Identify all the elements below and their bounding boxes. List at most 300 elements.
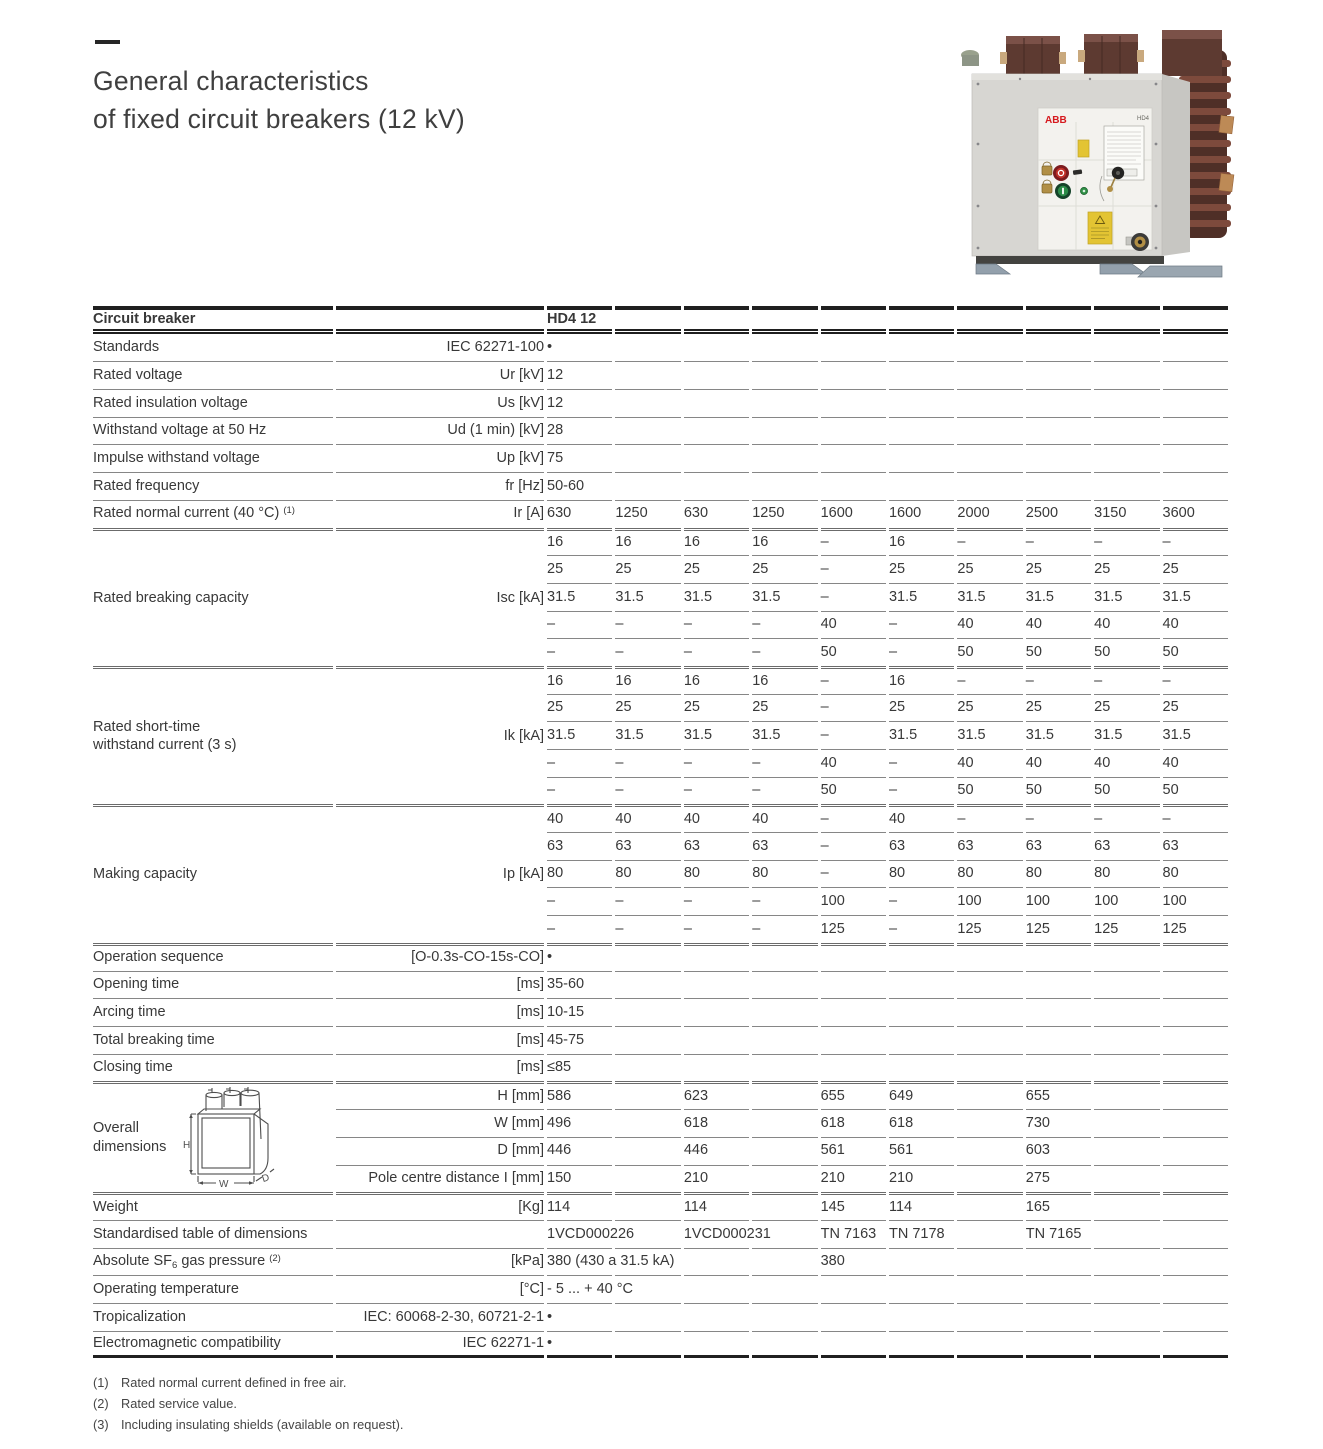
value-cell: 31.5 xyxy=(615,583,680,611)
value-cell: 618 xyxy=(889,1109,954,1137)
value-cell xyxy=(752,417,817,445)
table-header-cell xyxy=(684,306,749,334)
value-cell xyxy=(957,1303,1022,1331)
circuit-breaker-photo xyxy=(950,26,1235,278)
value-cell xyxy=(889,389,954,417)
value-cell: 16 xyxy=(684,666,749,694)
row-label: Operation sequence xyxy=(93,943,333,971)
group-label: Rated short-time withstand current (3 s) xyxy=(93,666,333,804)
row-unit: Pole centre distance I [mm] xyxy=(336,1165,544,1193)
value-cell: 114 xyxy=(889,1192,954,1220)
value-cell xyxy=(752,1303,817,1331)
value-cell xyxy=(889,1248,954,1276)
value-cell: 16 xyxy=(889,666,954,694)
value-cell: 3150 xyxy=(1094,500,1159,528)
value-cell xyxy=(821,998,886,1026)
value-cell xyxy=(1026,1331,1091,1359)
value-cell: 31.5 xyxy=(547,583,612,611)
row-label: Standardised table of dimensions xyxy=(93,1220,333,1248)
value-cell xyxy=(615,417,680,445)
value-cell: 40 xyxy=(1026,749,1091,777)
table-row xyxy=(93,1220,1228,1248)
overall-dimensions-cell xyxy=(93,1084,333,1192)
value-cell: 1VCD000226 xyxy=(547,1220,612,1248)
row-unit: fr [Hz] xyxy=(336,472,544,500)
row-label: Electromagnetic compatibility xyxy=(93,1331,333,1359)
value-cell: 25 xyxy=(615,694,680,722)
value-cell: 50 xyxy=(1163,638,1228,666)
value-cell: 100 xyxy=(1026,887,1091,915)
value-cell: 31.5 xyxy=(684,583,749,611)
value-cell xyxy=(1163,444,1228,472)
row-label: Operating temperature xyxy=(93,1275,333,1303)
value-cell: 125 xyxy=(957,915,1022,943)
value-cell: 16 xyxy=(547,666,612,694)
value-cell: • xyxy=(547,1331,612,1359)
value-cell xyxy=(889,444,954,472)
value-cell: 125 xyxy=(1026,915,1091,943)
value-cell: 63 xyxy=(752,832,817,860)
table-row xyxy=(93,528,1228,556)
value-cell xyxy=(1026,1054,1091,1082)
value-cell xyxy=(1094,1220,1159,1248)
value-cell xyxy=(957,334,1022,362)
value-cell: – xyxy=(752,611,817,639)
footnote-number: (3) xyxy=(93,1417,109,1432)
table-header-cell xyxy=(1094,306,1159,334)
value-cell xyxy=(957,389,1022,417)
row-unit: IEC 62271-100 xyxy=(446,338,545,355)
row-unit: Ud (1 min) [kV] xyxy=(336,417,544,445)
value-cell xyxy=(889,334,954,362)
table-row xyxy=(93,417,1228,445)
row-label: Tropicalization xyxy=(93,1303,333,1331)
value-cell xyxy=(684,1248,749,1276)
table-header-cell xyxy=(615,306,680,334)
value-cell: 50 xyxy=(1094,638,1159,666)
value-cell: 40 xyxy=(1163,749,1228,777)
value-cell xyxy=(1094,334,1159,362)
group-label: Rated breaking capacity xyxy=(93,528,333,666)
value-cell: 16 xyxy=(752,528,817,556)
value-cell: 63 xyxy=(547,832,612,860)
general-characteristics-table xyxy=(90,306,1231,1358)
row-label: Closing time xyxy=(93,1054,333,1082)
table-header-product: HD4 12 xyxy=(547,306,612,334)
row-label: Impulse withstand voltage xyxy=(93,444,333,472)
value-cell xyxy=(1026,1275,1091,1303)
value-cell xyxy=(1026,943,1091,971)
value-cell xyxy=(1163,1275,1228,1303)
value-cell: 25 xyxy=(684,555,749,583)
value-cell: 16 xyxy=(615,666,680,694)
value-cell: – xyxy=(889,915,954,943)
row-unit xyxy=(336,1220,544,1248)
value-cell: – xyxy=(821,694,886,722)
value-cell: – xyxy=(1163,528,1228,556)
value-cell xyxy=(615,1109,680,1137)
value-cell xyxy=(615,444,680,472)
value-cell xyxy=(889,1026,954,1054)
footnote xyxy=(93,1414,403,1435)
value-cell: – xyxy=(821,832,886,860)
value-cell: 380 (430 a 31.5 kA) xyxy=(547,1248,612,1276)
value-cell xyxy=(1094,998,1159,1026)
value-cell xyxy=(821,943,886,971)
value-cell: • xyxy=(547,943,612,971)
value-cell xyxy=(1094,1331,1159,1359)
value-cell: 50 xyxy=(957,777,1022,805)
table-row xyxy=(93,334,1228,362)
value-cell: 730 xyxy=(1026,1109,1091,1137)
row-unit: [°C] xyxy=(336,1275,544,1303)
value-cell: 655 xyxy=(1026,1081,1091,1109)
footnote-text: Rated normal current defined in free air. xyxy=(121,1375,347,1390)
close-button xyxy=(1055,183,1071,199)
value-cell xyxy=(821,472,886,500)
value-cell xyxy=(957,1275,1022,1303)
value-cell: - 5 ... + 40 °C xyxy=(547,1275,612,1303)
value-cell xyxy=(615,998,680,1026)
product-photo xyxy=(950,26,1235,278)
value-cell: – xyxy=(684,638,749,666)
value-cell: 114 xyxy=(547,1192,612,1220)
table-row xyxy=(93,666,1228,694)
table-row xyxy=(93,1331,1228,1359)
row-label: Total breaking time xyxy=(93,1026,333,1054)
value-cell xyxy=(957,1220,1022,1248)
value-cell xyxy=(752,472,817,500)
open-button xyxy=(1053,165,1069,181)
value-cell: – xyxy=(547,749,612,777)
value-cell: 25 xyxy=(1163,694,1228,722)
group-unit: Ip [kA] xyxy=(336,804,544,942)
value-cell: 25 xyxy=(1026,555,1091,583)
value-cell xyxy=(684,1303,749,1331)
value-cell xyxy=(1094,1137,1159,1165)
value-cell xyxy=(889,1331,954,1359)
value-cell: – xyxy=(615,887,680,915)
value-cell xyxy=(1094,361,1159,389)
value-cell: 31.5 xyxy=(1163,721,1228,749)
value-cell: 40 xyxy=(1026,611,1091,639)
value-cell xyxy=(1163,334,1228,362)
value-cell: – xyxy=(547,887,612,915)
table-row xyxy=(93,1081,1228,1109)
footnote-number: (1) xyxy=(93,1375,109,1390)
table-row xyxy=(93,804,1228,832)
value-cell xyxy=(752,1109,817,1137)
value-cell xyxy=(1094,1275,1159,1303)
value-cell xyxy=(1163,472,1228,500)
value-cell: 16 xyxy=(684,528,749,556)
value-cell xyxy=(615,472,680,500)
value-cell xyxy=(1163,998,1228,1026)
value-cell: 125 xyxy=(821,915,886,943)
row-unit: [ms] xyxy=(336,971,544,999)
value-cell: 16 xyxy=(615,528,680,556)
value-cell xyxy=(752,943,817,971)
value-cell: 25 xyxy=(547,694,612,722)
row-label: Withstand voltage at 50 Hz xyxy=(93,417,333,445)
value-cell: 100 xyxy=(1094,887,1159,915)
value-cell: – xyxy=(615,638,680,666)
value-cell: 25 xyxy=(957,555,1022,583)
value-cell xyxy=(684,1054,749,1082)
value-cell xyxy=(1163,1248,1228,1276)
row-unit: [ms] xyxy=(336,1054,544,1082)
row-label: Rated voltage xyxy=(93,361,333,389)
value-cell: 40 xyxy=(821,611,886,639)
value-cell: – xyxy=(547,777,612,805)
value-cell xyxy=(1094,1026,1159,1054)
footnote-number: (2) xyxy=(93,1396,109,1411)
value-cell: 40 xyxy=(821,749,886,777)
value-cell xyxy=(1094,1248,1159,1276)
row-unit: W [mm] xyxy=(336,1109,544,1137)
value-cell: 623 xyxy=(684,1081,749,1109)
row-label: Rated insulation voltage xyxy=(93,389,333,417)
value-cell xyxy=(752,361,817,389)
value-cell: 63 xyxy=(889,832,954,860)
table-row xyxy=(93,472,1228,500)
table-header-label: Circuit breaker xyxy=(93,306,333,334)
row-unit: D [mm] xyxy=(336,1137,544,1165)
value-cell: • xyxy=(547,1303,612,1331)
value-cell xyxy=(1026,998,1091,1026)
value-cell: 1600 xyxy=(889,500,954,528)
value-cell: 618 xyxy=(821,1109,886,1137)
value-cell xyxy=(752,1248,817,1276)
value-cell: 2000 xyxy=(957,500,1022,528)
value-cell xyxy=(957,971,1022,999)
value-cell xyxy=(957,1109,1022,1137)
value-cell: 40 xyxy=(752,804,817,832)
value-cell xyxy=(684,998,749,1026)
value-cell: 210 xyxy=(889,1165,954,1193)
value-cell: 40 xyxy=(1163,611,1228,639)
value-cell: – xyxy=(615,915,680,943)
value-cell xyxy=(957,444,1022,472)
value-cell xyxy=(821,334,886,362)
value-cell xyxy=(821,1054,886,1082)
value-cell: 80 xyxy=(547,860,612,888)
group-label: Making capacity xyxy=(93,804,333,942)
value-cell: 31.5 xyxy=(1026,583,1091,611)
value-cell: – xyxy=(821,721,886,749)
value-cell: 31.5 xyxy=(615,721,680,749)
value-cell: 63 xyxy=(1094,832,1159,860)
table-row xyxy=(93,998,1228,1026)
value-cell xyxy=(957,1081,1022,1109)
table-header-cell xyxy=(1026,306,1091,334)
value-cell: – xyxy=(957,528,1022,556)
value-cell: 1VCD000231 xyxy=(684,1220,749,1248)
value-cell: – xyxy=(547,611,612,639)
value-cell: 125 xyxy=(1163,915,1228,943)
value-cell xyxy=(1094,417,1159,445)
value-cell: 1250 xyxy=(752,500,817,528)
value-cell: 12 xyxy=(547,389,612,417)
value-cell: 100 xyxy=(821,887,886,915)
table-row xyxy=(93,971,1228,999)
value-cell xyxy=(1026,334,1091,362)
value-cell: – xyxy=(684,887,749,915)
value-cell xyxy=(752,1026,817,1054)
row-unit: [kPa] xyxy=(336,1248,544,1276)
value-cell: 50-60 xyxy=(547,472,612,500)
value-cell: 40 xyxy=(957,749,1022,777)
value-cell xyxy=(889,943,954,971)
value-cell: – xyxy=(615,749,680,777)
value-cell: 80 xyxy=(1163,860,1228,888)
value-cell xyxy=(821,1026,886,1054)
table-row xyxy=(93,1303,1228,1331)
value-cell xyxy=(1094,444,1159,472)
value-cell xyxy=(684,1026,749,1054)
value-cell: – xyxy=(821,528,886,556)
value-cell xyxy=(889,1054,954,1082)
value-cell: – xyxy=(821,804,886,832)
dimension-diagram xyxy=(182,1084,282,1192)
table-row xyxy=(93,361,1228,389)
value-cell: 561 xyxy=(889,1137,954,1165)
value-cell: – xyxy=(1094,528,1159,556)
value-cell: 50 xyxy=(957,638,1022,666)
value-cell: 275 xyxy=(1026,1165,1091,1193)
value-cell: 25 xyxy=(957,694,1022,722)
value-cell: 31.5 xyxy=(889,583,954,611)
value-cell: 210 xyxy=(821,1165,886,1193)
value-cell xyxy=(1094,1109,1159,1137)
row-unit: Ur [kV] xyxy=(336,361,544,389)
value-cell: 165 xyxy=(1026,1192,1091,1220)
value-cell: – xyxy=(889,611,954,639)
value-cell: – xyxy=(684,611,749,639)
row-label: Absolute $SF_6$ gas pressure $^{(2)}$ xyxy=(93,1248,333,1276)
value-cell xyxy=(752,389,817,417)
value-cell xyxy=(1094,943,1159,971)
value-cell: 28 xyxy=(547,417,612,445)
value-cell: 16 xyxy=(547,528,612,556)
footnotes xyxy=(93,1372,403,1435)
row-unit: [Kg] xyxy=(336,1192,544,1220)
value-cell: – xyxy=(1026,804,1091,832)
group-unit: Isc [kA] xyxy=(336,528,544,666)
table-row xyxy=(93,1026,1228,1054)
value-cell: 31.5 xyxy=(752,583,817,611)
value-cell xyxy=(752,1192,817,1220)
value-cell xyxy=(821,1331,886,1359)
value-cell xyxy=(684,472,749,500)
value-cell: 40 xyxy=(547,804,612,832)
dimensions-label: Overall dimensions xyxy=(93,1119,167,1156)
value-cell: 1250 xyxy=(615,500,680,528)
value-cell xyxy=(957,1026,1022,1054)
value-cell xyxy=(1094,389,1159,417)
value-cell xyxy=(1026,389,1091,417)
page-title-line2: of fixed circuit breakers (12 kV) xyxy=(93,104,465,134)
value-cell: – xyxy=(821,860,886,888)
value-cell: 63 xyxy=(615,832,680,860)
value-cell: 25 xyxy=(1163,555,1228,583)
value-cell: 50 xyxy=(1163,777,1228,805)
value-cell: 80 xyxy=(684,860,749,888)
value-cell: 50 xyxy=(1094,777,1159,805)
value-cell: 31.5 xyxy=(1026,721,1091,749)
table-row xyxy=(93,306,1228,334)
footnote-text: Including insulating shields (available on request). xyxy=(121,1417,404,1432)
value-cell: 80 xyxy=(1094,860,1159,888)
value-cell: 80 xyxy=(889,860,954,888)
value-cell: – xyxy=(889,638,954,666)
warning-label-large xyxy=(1088,212,1112,244)
value-cell xyxy=(1163,1081,1228,1109)
value-cell: 50 xyxy=(821,638,886,666)
value-cell: 25 xyxy=(889,694,954,722)
value-cell: 603 xyxy=(1026,1137,1091,1165)
row-label: Rated frequency xyxy=(93,472,333,500)
value-cell: – xyxy=(821,555,886,583)
row-label: Standards xyxy=(93,338,160,355)
value-cell: TN 7178 xyxy=(889,1220,954,1248)
value-cell xyxy=(1094,1303,1159,1331)
value-cell xyxy=(1163,417,1228,445)
value-cell: 50 xyxy=(1026,638,1091,666)
front-panel xyxy=(1038,108,1152,251)
value-cell xyxy=(1026,1026,1091,1054)
value-cell xyxy=(1094,1165,1159,1193)
table-header-spacer xyxy=(336,306,544,334)
value-cell xyxy=(615,1331,680,1359)
value-cell xyxy=(889,998,954,1026)
value-cell: – xyxy=(1094,666,1159,694)
value-cell: – xyxy=(1163,804,1228,832)
value-cell xyxy=(752,334,817,362)
row-unit: [ms] xyxy=(336,998,544,1026)
value-cell xyxy=(1094,1081,1159,1109)
value-cell xyxy=(1026,1303,1091,1331)
value-cell: 40 xyxy=(615,804,680,832)
value-cell xyxy=(1026,971,1091,999)
value-cell xyxy=(752,998,817,1026)
value-cell xyxy=(821,971,886,999)
value-cell: 630 xyxy=(684,500,749,528)
value-cell xyxy=(821,361,886,389)
value-cell xyxy=(1094,1192,1159,1220)
value-cell: 380 xyxy=(821,1248,886,1276)
value-cell xyxy=(1163,1303,1228,1331)
value-cell: 40 xyxy=(684,804,749,832)
value-cell xyxy=(1163,1054,1228,1082)
value-cell xyxy=(889,1275,954,1303)
value-cell xyxy=(1163,1192,1228,1220)
row-unit: IEC: 60068-2-30, 60721-2-1 xyxy=(336,1303,544,1331)
value-cell xyxy=(1163,1026,1228,1054)
value-cell: – xyxy=(684,915,749,943)
value-cell xyxy=(1163,1165,1228,1193)
value-cell: 25 xyxy=(1094,555,1159,583)
value-cell: 16 xyxy=(752,666,817,694)
value-cell: 50 xyxy=(1026,777,1091,805)
value-cell xyxy=(1094,1054,1159,1082)
value-cell xyxy=(615,971,680,999)
row-label: Arcing time xyxy=(93,998,333,1026)
copper-terminal xyxy=(1219,115,1234,133)
value-cell xyxy=(615,334,680,362)
value-cell: 63 xyxy=(957,832,1022,860)
value-cell xyxy=(957,1054,1022,1082)
